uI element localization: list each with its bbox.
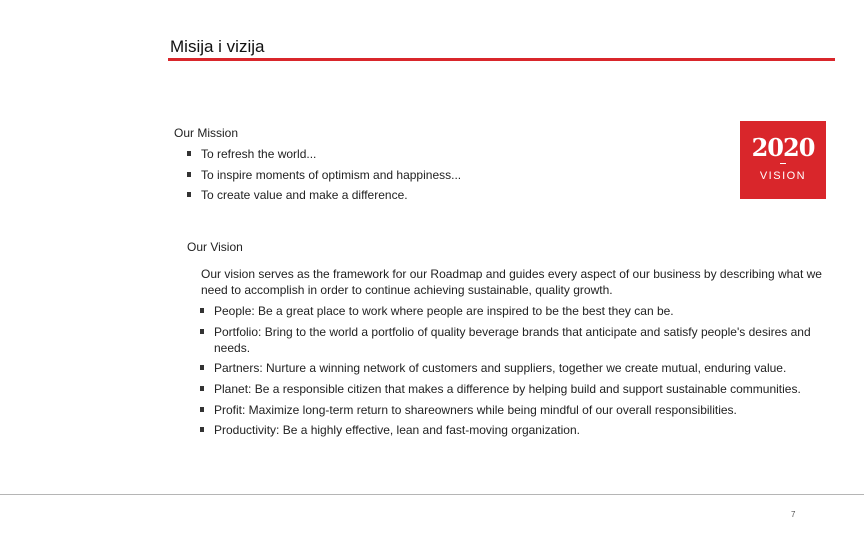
vision-item xyxy=(214,303,824,319)
bullet-square-icon xyxy=(187,151,191,156)
slide-title: Misija i vizija xyxy=(170,37,265,56)
vision-item xyxy=(214,422,824,438)
vision-item-text: People: Be a great place to work where people are inspired to be the best they can be. xyxy=(214,304,674,318)
vision-list xyxy=(214,303,824,443)
title-underline xyxy=(168,58,835,61)
vision-item-text: Portfolio: Bring to the world a portfolio of quality beverage brands that anticipate and satisfy people's desires and needs. xyxy=(214,324,811,355)
vision-item-text: Profit: Maximize long-term return to shareowners while being mindful of our overall responsibilities. xyxy=(214,402,737,417)
mission-item-text: To refresh the world... xyxy=(201,147,317,161)
logo-word: VISION xyxy=(759,170,807,182)
vision-item xyxy=(214,360,824,376)
vision-heading: Our Vision xyxy=(187,240,243,254)
bullet-square-icon xyxy=(200,407,204,412)
logo-divider xyxy=(780,163,786,164)
vision-item-text: Productivity: Be a highly effective, lean and fast-moving organization. xyxy=(214,423,580,438)
footer-divider xyxy=(0,494,864,495)
bullet-square-icon xyxy=(200,427,204,432)
bullet-square-icon xyxy=(200,308,204,313)
vision-item-text: Partners: Nurture a winning network of customers and suppliers, together we create mutual, enduring value. xyxy=(214,361,787,376)
mission-item-text: To create value and make a difference. xyxy=(201,188,408,203)
mission-item xyxy=(201,187,701,203)
page-number: 7 xyxy=(791,510,796,519)
mission-item xyxy=(201,146,701,162)
mission-list xyxy=(201,146,701,208)
vision-item xyxy=(214,381,824,397)
vision-intro: Our vision serves as the framework for our Roadmap and guides every aspect of our business by describing what we need to accomplish in order to continue achieving sustainable, quality growth. xyxy=(201,267,822,297)
vision-item-text: Planet: Be a responsible citizen that makes a difference by helping build and support sustainable communities. xyxy=(214,382,801,397)
mission-item xyxy=(201,167,701,183)
bullet-square-icon xyxy=(187,192,191,197)
vision-item xyxy=(214,324,824,356)
mission-item-text: To inspire moments of optimism and happiness... xyxy=(201,167,462,182)
bullet-square-icon xyxy=(200,386,204,391)
vision-2020-logo xyxy=(740,121,826,199)
vision-item xyxy=(214,402,824,418)
bullet-square-icon xyxy=(200,365,204,370)
mission-heading: Our Mission xyxy=(174,126,239,140)
bullet-square-icon xyxy=(187,172,191,177)
bullet-square-icon xyxy=(200,329,204,334)
logo-year: 2020 xyxy=(751,133,815,162)
